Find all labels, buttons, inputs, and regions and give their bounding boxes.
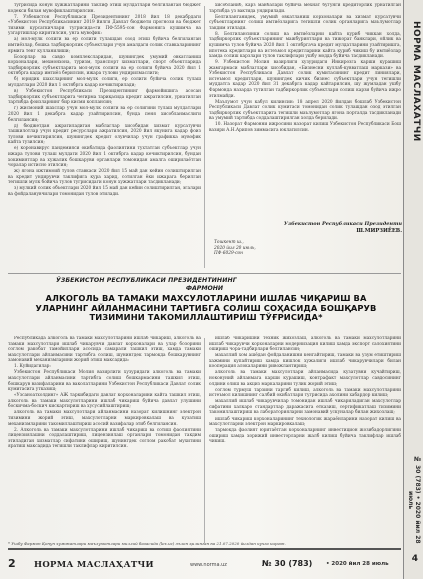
footer-masthead: НОРМА МАСЛАҲАТЧИ [34,560,154,570]
side-masthead: НОРМА МАСЛАХАТЧИ [411,20,421,142]
decree-date: 2020 йил 20 июль, [214,245,256,251]
paragraph: Республикада алкоголь ва тамаки махсулотларини ишлаб чикариш, алкоголь ва тамаки махсулотлари ишлаб чикарувчи давлат корхоналари ва улар бозорини соглом ракобат тамойиллари асосида самарали ташкил этиш, хамда тамаки махсулотлари айланмасини тартибга солиш, шунингдек тармокда бошкарувнинг замонавий механизмларини жорий этиш максадида: [8,336,201,364]
footer-rule [8,548,401,550]
decree-footnote: * Ушбу Фармон Қонун хужжатлари маълумотлари миллий базасида (lex.uz) эълон қилинган ва 21.07.2020 йилдан кучга кирган. [8,541,286,546]
paragraph: махаллий хом ашёдан фойдаланишни кенгайтириш, тамаки ва узум етиштириш хажмини купайтириш хамда кишлок хужалиги ишлаб чикарувчилари билан кооперация алокаларини ривожлантириш; [209,353,401,370]
decree-place: Тошкент ш., [214,240,244,245]
side-page-number: 4 [411,554,418,564]
signature-name: Ш.МИРЗИЁЕВ. [356,228,402,234]
paragraph: тармокда фаолият юритаётган корхоналарнинг инвестицион жозибадорлигини ошириш хамда хорижий инвесторларни жалб килиш буйича таклифлар ишлаб чикиш. [209,428,401,445]
side-issue-date: № 30 (783) • 2020 йил 28 июль [407,456,421,544]
footer-page-number: 2 [8,557,16,570]
page-footer [0,551,403,579]
paragraph: 1. Куйидагилар: [14,364,51,370]
paragraph: алкоголь ва тамаки махсулотлари айланмасида кузатувни кучайтириш, ноконуний айланмага карши курашиш, контрафакт махсулотлар савдосининг олдини олиш ва акциз маркаларини тулик жорий этиш; [209,370,401,387]
paragraph: 2. Алкоголь ва тамаки махсулотларини ишлаб чикариш ва сотиш фаолиятини лицензиялашни соддалаштириш, лицензиялаш органлари томонидан такдим этиладиган хизматлар сифатини ошириш, шунингдек соглом ракобат мухитини яратиш максадида тегишли таклифлар киритилсин. [8,427,201,450]
bottom-left-column [8,336,201,548]
paragraph: д) бюджетдан ажратиладиган маблаглар хисобидан хизмат курсатувчи ташкилотлар учун кредит ресурслари ажратилсин, 2020 йил якунига кадар фоиз тулови кечиктирилсин, шунингдек кредит олувчилар учун графикка мувофик кайта тузилсин; [8,123,201,146]
paragraph: з) мулкий солик объектлари 2020 йил 15 май дан кейин солиштирилган, эгалари ва фойдаланувчилари томонидан тулов этилади. [8,186,201,197]
paragraph: Бозорлар ва савдо комплексларидан, шунингдек умумий овкатланиш корхоналари, мехмонхона, туризм, транспорт хизматлари, спорт объектларида тадбиркорлик субъектларига мол-мулк солиги ва ер солиги буйича 2020 йил 1 октябрга кадар имтиёз берилсин, ижара тулови ундирилмаслиги; [8,54,201,77]
paragraph: Узбекистон Республикаси Молия вазирлиги хузуридаги алкоголь ва тамаки махсулотлари айланмасини тартибга солиш бошкармасини ташкил этиш, бошкарув вазифаларини ва ваколатларини Узбекистон Республикаси Давлат солик кумитасига утказиш; [8,370,201,393]
paragraph: а) мол-мулк солиги ва ер солиги тулашдан озод этиш буйича белгиланган имтиёзлар, бошка тадбиркорлик субъектлари учун амалдаги солик ставкаларининг ярмига тенг кулланилиши; [8,37,201,54]
paragraph: ишлаб чикаришни техник жихозлаш, алкоголь ва тамаки махсулотларини ишлаб чикарувчи корхоналарни модернизация килиш хамда экспорт салохиятини ошириш чора-тадбирлари белгилансин; [209,336,401,353]
paragraph: «Узсаноатхолдинг» АЖ таркибидаги давлат корхоналарини кайта ташкил этиш, алкоголь ва тамаки махсулотларини ишлаб чикариш буйича давлат улушини боскичма-боскич кискартириш ва хусусийлаштириш; [8,393,201,410]
column-divider [204,6,205,268]
paragraph: Белгиланганидек, умумий овкатланиш корхоналари ва хизмат курсатувчи субъектларнинг солиш имтиёзларига тегишли солик органларига маълумотлар такдим этилади. [209,14,401,31]
paragraph: 7. Узбекистон Республикаси Президентининг 2018 йил 18 декабрдаги «Узбекистон Республикасининг 2019 йилги Давлат бюджети прогнози ва бюджет тизими курсаткичлари тугрисида»ги ПФ-5595-сон Фармонига кушимча ва узгартишлар киритилсин, унга мувофик: [8,14,201,37]
footer-issue-number: № 30 (783) [262,559,313,568]
paragraph: соглом турмуш тарзини таргиб килиш, алкоголь ва тамаки махсулотларини истеъмол килишнинг салбий окибатлари тугрисида ахолини хабардор килиш; [209,387,401,399]
paragraph: махаллий ишлаб чикарувчилар томонидан ишлаб чикариладиган махсулотлар сифатини халкаро стандартлар даражасига етказиш, сертификатлаш тизимини такомиллаштириш ва лабораторияларни замонавий ускуналар билан жихозлаш; [209,399,401,416]
paragraph: ж) ягона ижтимоий тулов ставкаси 2020 йил 15 май дан кейин солиштирилган ва кредит ундирувчи таклифига кура харид, сотилган ёки ижарага берилган тегишли мулк бойича тулов тугрисидаги конун хужжатлари тасдикланади; [8,169,201,186]
paragraph: б) юридик шахсларнинг мол-мулк солиги, ер солиги буйича солик тулаш мулдатлари 2020 йил 1 октябрга кадар кечиктирилади; [8,77,201,89]
footer-date: • 2020 йил 28 июль [326,561,389,567]
paragraph: в) Узбекистон Республикаси Президентининг фармойишига асосан тадбиркорлик субъектларига чегирма тариқасида кредит ажратилсин, урнатилган тартибда фоизларнинг бир кисми коплансин; [8,89,201,106]
section-divider [8,273,401,274]
paragraph: е) коронавирус пандемияси окибатида фаолиятини тухтатган субъектлар учун ижара тулови тулаш мулдати 2020 йил 1 октябрга кадар кечиктирилсин, бундан хокимиятлар ва хужалик бошкаруви органлари томонидан амалга оширилаётган чоралар истисно этилсин; [8,146,201,169]
paragraph: тугрисида конун хужжатларини таклиф этиш мулдатлари белгиланган бюджет кодекси билан мувофиклаштирилсин. [8,3,201,14]
decree-place-date-number [214,240,294,257]
side-strip [403,0,423,579]
decree-headline: АЛКОГОЛЬ ВА ТАМАКИ МАХСУЛОТЛАРИНИ ИШЛАБ ЧИҚАРИШ ВА УЛАРНИНГ АЙЛАНМАСИНИ ТАРТИБГА СОЛИШ СОҲАСИДА БОШҚАРУВ ТИЗИМИНИ ТАКОМИЛЛАШТИРИШ ТЎҒРИСИДА* [35,293,377,323]
top-left-column [8,3,201,271]
paragraph: 9. Узбекистон Молия вазирлиги хузуридаги Инкирозга карши курашиш жамгармаси маблаглари хисобидан, «Бизнесни куллаб-кувватлаш маркази» ва Узбекистон Республикаси Давлат солик кумитасининг кредит линиялари, истеъмол кредитлари, шунингдек кичик бизнес субъектлари учун тегишли муддатга кадар 2020 йил 31 декабрга кадар кайтарилсин, шу жумладан ушбу Фармонда назарда тутилган тадбиркорлик субъектлари солиш карзи буйича ижро этилмайди. [209,60,401,99]
paragraph: ишлаб чикариш корхоналарининг технологик жараёнларини назорат килиш ва махсулотларни электрон маркировкалаш; [209,416,401,428]
decree-number: ПФ-6029-сон [214,251,243,256]
column-divider [204,338,205,543]
decree-issuer: ЎЗБЕКИСТОН РЕСПУБЛИКАСИ ПРЕЗИДЕНТИНИНГ [56,277,237,284]
footer-website-link[interactable]: www.norma.uz [190,562,227,568]
paragraph: хисобланиб, карз манбалари буйича мехнат бугунги кредиторлик урнатилган тартибда уз вактида ундирилади. [209,3,401,14]
paragraph: Маълумот учун кабул килинсин: 18 апрел 2020 йилдан бошлаб Узбекистон Республикаси Давлат солик кумитаси томонидан солик тулашдан озод этилган тадбиркорлик субъектларига тегишли маълумотлар ягона порталда тасдикланади ва умумий тартибда соддалаштирилган холда берилади. [209,99,401,122]
paragraph: г) жисмоний шахслар учун мол-мулк солиги ва ер солигини тулаш мулдатлари 2020 йил 1 декабрга кадар узайтирилсин, бунда пеня хисобланмаслиги белгилансин; [8,106,201,123]
decree-type: ФАРМОНИ [185,285,224,292]
paragraph: 8. Белгилансинки солиш ва имтиёзларни кайта куриб чиккан холда, тадбиркорлик субъектларининг мажбуриятлари ва тижорат банклари, ойлик ва кушимча тулов буйича 2020 йил 1 октябргача кредит мулдатларини узайтиришга, ипотека кредитлари ва истеъмол кредитларини кайта куриб чикиш бу имтиёзлар хамда солиш карзлари тулов таклифлари ушбу модда буйича тасдикланади. [209,31,401,60]
paragraph: алкоголь ва тамаки махсулотлари айланмасини назорат килишнинг электрон тизимини жорий этиш, махсулотларни маркировкалаш ва кузатиш механизмларини такомиллаштириш асосий вазифалар этиб белгилансин. [8,410,201,427]
bottom-right-column [209,336,401,548]
paragraph: 10. Назорат Фармонни ижросини назорат килиш Узбекистон Республикаси Бош вазири А.Н.Арипов зиммасига юклатилсин. [209,122,401,133]
signature-role: Узбекистон Республикаси Президенти [283,221,402,227]
